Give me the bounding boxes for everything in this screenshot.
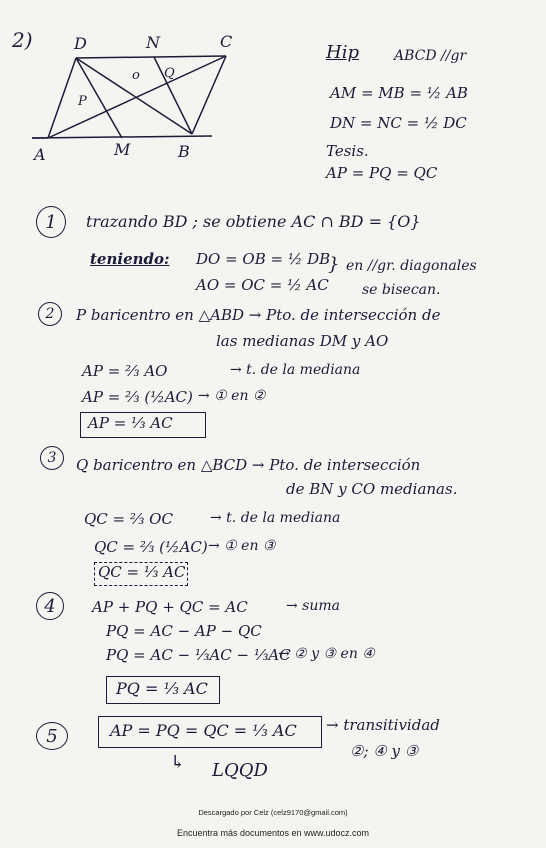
thesis-line-1: AP = PQ = QC — [326, 164, 438, 182]
step-5-end: LQQD — [212, 760, 268, 781]
step-3-line-1: Q baricentro en △BCD → Pto. de intersección — [76, 456, 421, 474]
problem-number: 2) — [12, 28, 33, 52]
vertex-b-label: B — [178, 142, 190, 161]
step-4-number: 4 — [36, 592, 64, 620]
side-cb — [192, 56, 226, 134]
return-arrow-icon: ↳ — [170, 752, 186, 773]
step-4-result: PQ = ⅓ AC — [116, 679, 208, 698]
point-o-label: o — [132, 68, 140, 83]
step-4-line-1-note: → suma — [286, 598, 341, 614]
step-5-result: AP = PQ = QC = ⅓ AC — [110, 721, 297, 740]
step-1-given: teniendo: — [90, 250, 170, 268]
side-da — [48, 58, 76, 138]
step-3-line-2: de BN y CO medianas. — [286, 480, 458, 498]
step-2-number: 2 — [38, 302, 62, 326]
step-5-note-1: → transitividad — [326, 716, 440, 734]
step-3-eq-2-note: → ① en ③ — [208, 538, 276, 554]
thesis-label: Tesis. — [326, 142, 369, 160]
step-1-eq-2: AO = OC = ½ AC — [196, 276, 329, 294]
step-2-eq-2-note: → ① en ② — [198, 388, 266, 404]
step-1-eq-1: DO = OB = ½ DB — [196, 250, 331, 268]
side-dc — [76, 56, 226, 58]
step-2-eq-1-note: → t. de la mediana — [230, 362, 361, 378]
download-credit: Descargado por Celz (celz9170@gmail.com) — [198, 808, 348, 817]
step-2-line-1: P baricentro en △ABD → Pto. de intersección de — [76, 306, 441, 324]
vertex-n-label: N — [146, 33, 160, 52]
step-1-note-1: en //gr. diagonales — [346, 258, 477, 274]
brace-icon: } — [328, 254, 340, 275]
vertex-a-label: A — [34, 145, 46, 164]
step-3-result: QC = ⅓ AC — [98, 563, 186, 581]
vertex-d-label: D — [74, 34, 87, 53]
hypothesis-line-2: AM = MB = ½ AB — [330, 84, 468, 102]
step-2-line-2: las medianas DM y AO — [216, 332, 389, 350]
step-2-result: AP = ⅓ AC — [88, 414, 173, 432]
step-4-line-1: AP + PQ + QC = AC — [92, 598, 248, 616]
step-3-number: 3 — [40, 446, 64, 470]
point-q-label: Q — [164, 66, 175, 81]
hypothesis-line-3: DN = NC = ½ DC — [330, 114, 467, 132]
step-5-note-2: ②; ④ y ③ — [350, 742, 419, 760]
step-4-eq-2-note: → ② y ③ en ④ — [278, 646, 375, 662]
step-5-number: 5 — [36, 722, 68, 750]
step-3-eq-1-note: → t. de la mediana — [210, 510, 341, 526]
vertex-c-label: C — [220, 32, 233, 51]
step-2-eq-1: AP = ⅔ AO — [82, 362, 168, 380]
step-3-eq-1: QC = ⅔ OC — [84, 510, 173, 528]
point-p-label: P — [78, 94, 87, 109]
step-4-eq-2: PQ = AC − ⅓AC − ⅓AC — [106, 646, 291, 664]
udocz-link-text: Encuentra más documentos en www.udocz.com — [176, 828, 370, 838]
step-1-note-2: se bisecan. — [362, 282, 441, 298]
vertex-m-label: M — [114, 140, 131, 159]
hypothesis-line-1: ABCD //gr — [394, 48, 467, 64]
step-3-eq-2: QC = ⅔ (½AC) — [94, 538, 208, 556]
step-2-eq-2: AP = ⅔ (½AC) — [82, 388, 193, 406]
step-4-eq-1: PQ = AC − AP − QC — [106, 622, 262, 640]
hypothesis-label: Hip — [326, 42, 359, 63]
step-1-line-1: trazando BD ; se obtiene AC ∩ BD = {O} — [86, 212, 421, 231]
step-1-number: 1 — [36, 206, 66, 238]
